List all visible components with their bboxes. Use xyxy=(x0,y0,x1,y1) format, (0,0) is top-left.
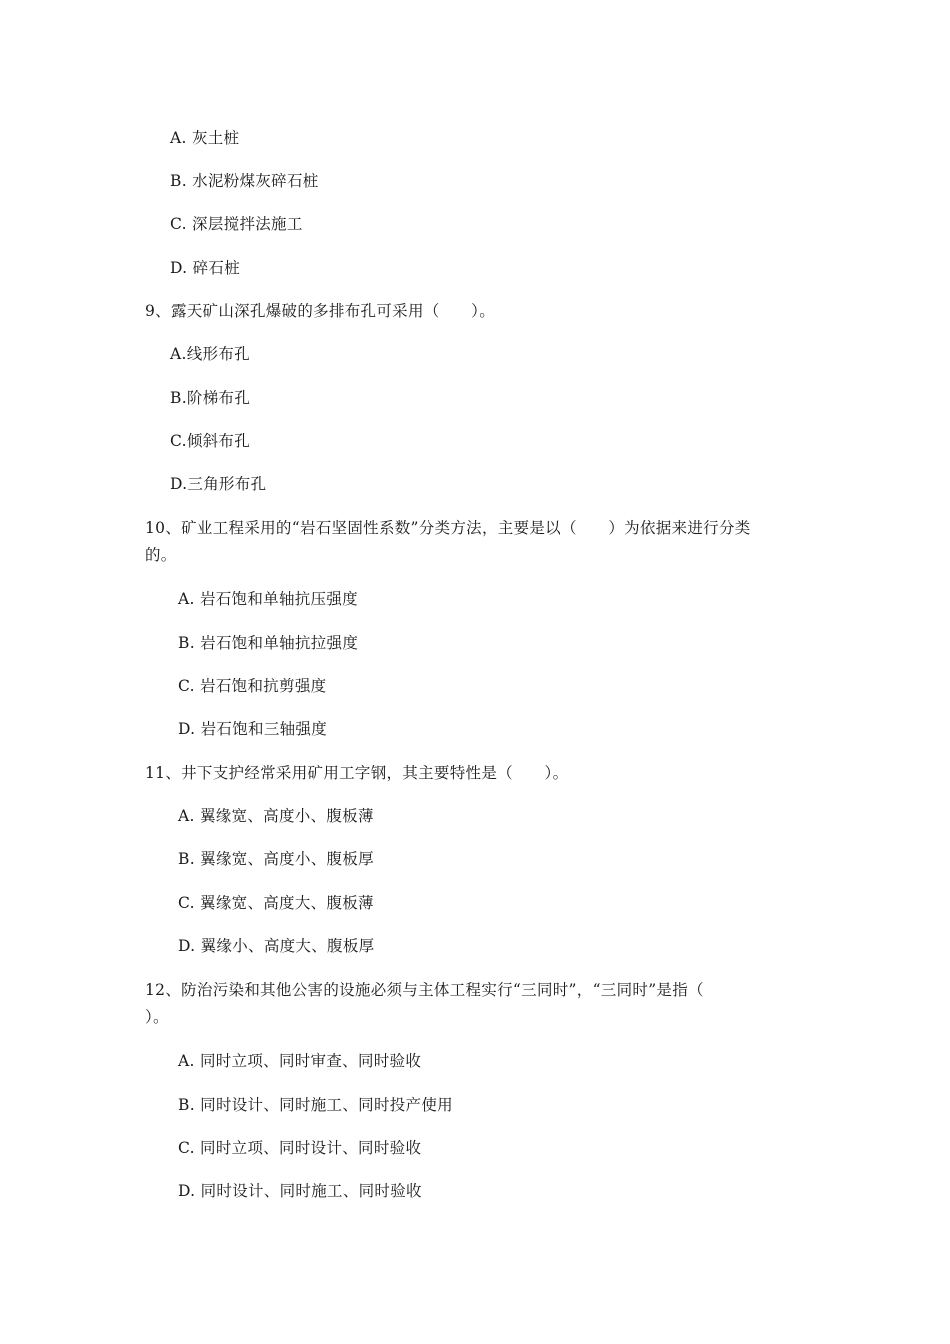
q8-option-d: D. 碎石桩 xyxy=(170,259,241,277)
q11-option-d: D. 翼缘小、高度大、腹板厚 xyxy=(178,937,375,955)
q10-stem-line2: 的。 xyxy=(145,546,177,564)
q10-option-a: A. 岩石饱和单轴抗压强度 xyxy=(178,590,358,608)
q11-stem: 11、井下支护经常采用矿用工字钢，其主要特性是（ ）。 xyxy=(145,764,569,782)
q9-stem: 9、露天矿山深孔爆破的多排布孔可采用（ ）。 xyxy=(145,302,496,320)
q12-option-a: A. 同时立项、同时审查、同时验收 xyxy=(178,1052,422,1070)
q11-option-a: A. 翼缘宽、高度小、腹板薄 xyxy=(178,807,374,825)
q10-option-d: D. 岩石饱和三轴强度 xyxy=(178,720,328,738)
q11-option-b: B. 翼缘宽、高度小、腹板厚 xyxy=(178,850,374,868)
q10-option-c: C. 岩石饱和抗剪强度 xyxy=(178,677,327,695)
q9-option-a: A.线形布孔 xyxy=(170,345,250,363)
q9-option-c: C.倾斜布孔 xyxy=(170,432,251,450)
q11-option-c: C. 翼缘宽、高度大、腹板薄 xyxy=(178,894,374,912)
q12-stem-line1: 12、防治污染和其他公害的设施必须与主体工程实行“三同时”，“三同时”是指（ xyxy=(145,981,704,999)
q9-option-b: B.阶梯布孔 xyxy=(170,389,251,407)
q10-option-b: B. 岩石饱和单轴抗拉强度 xyxy=(178,634,359,652)
q12-option-b: B. 同时设计、同时施工、同时投产使用 xyxy=(178,1096,453,1114)
q8-option-a: A. 灰土桩 xyxy=(170,129,240,147)
q12-stem-line2: ）。 xyxy=(145,1008,169,1026)
q10-stem-line1: 10、矿业工程采用的“岩石坚固性系数”分类方法，主要是以（ ）为依据来进行分类 xyxy=(145,519,751,537)
q12-option-d: D. 同时设计、同时施工、同时验收 xyxy=(178,1182,422,1200)
q8-option-b: B. 水泥粉煤灰碎石桩 xyxy=(170,172,319,190)
q12-option-c: C. 同时立项、同时设计、同时验收 xyxy=(178,1139,422,1157)
q8-option-c: C. 深层搅拌法施工 xyxy=(170,215,303,233)
q9-option-d: D.三角形布孔 xyxy=(170,475,267,493)
